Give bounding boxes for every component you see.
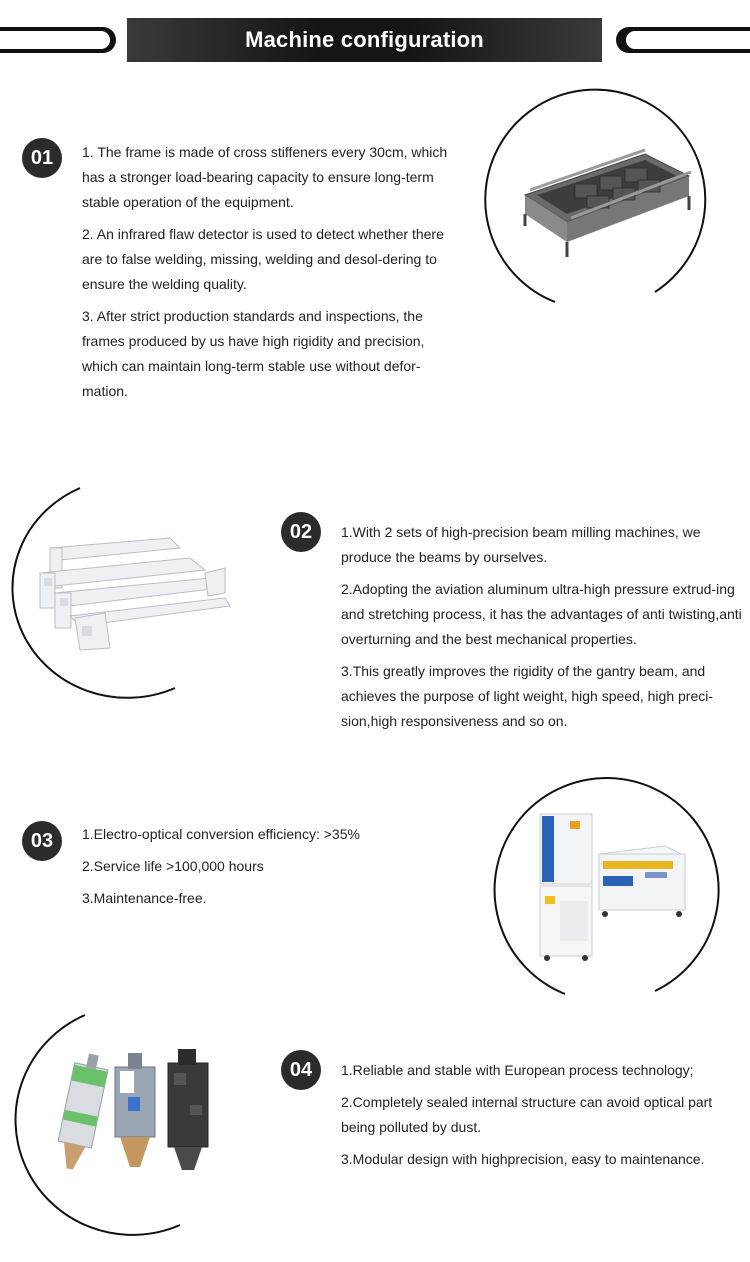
section-01-text (82, 140, 452, 411)
feature-item: 1.Electro-optical conversion efficiency: >35% (82, 826, 360, 842)
section-number-badge: 04 (281, 1050, 321, 1090)
feature-item: 1.Reliable and stable with European process technology; (341, 1062, 694, 1078)
feature-item: 3.This greatly improves the rigidity of the gantry beam, and achieves the purpose of light weight, high speed, high preci-sion,high responsiveness and so on. (341, 663, 714, 729)
section-number-badge: 02 (281, 512, 321, 552)
section-02-text (341, 520, 743, 741)
laser-cutting-heads-image (20, 1005, 250, 1230)
laser-bed-frame-image (495, 92, 725, 312)
feature-item: 2.Completely sealed internal structure can avoid optical part being polluted by dust. (341, 1094, 713, 1135)
feature-item: 3.Modular design with highprecision, easy to maintenance. (341, 1151, 705, 1167)
feature-item: 1. The frame is made of cross stiffeners every 30cm, which has a stronger load-bearing capacity to ensure long-term stable operation of the equipment. (82, 144, 448, 210)
feature-item: 1.With 2 sets of high-precision beam milling machines, we produce the beams by ourselves. (341, 524, 701, 565)
feature-item: 3.Maintenance-free. (82, 890, 207, 906)
section-number-badge: 03 (22, 821, 62, 861)
fiber-laser-source-image (495, 776, 725, 1001)
header-decor-right-inner (626, 31, 750, 49)
section-04-text (341, 1058, 743, 1179)
feature-item: 2. An infrared flaw detector is used to detect whether there are to false welding, missing, welding and desol-dering to ensure the welding quality. (82, 226, 444, 292)
feature-item: 2.Service life >100,000 hours (82, 858, 264, 874)
page-title: Machine configuration (245, 27, 484, 52)
header-decor-left-inner (0, 31, 110, 49)
feature-item: 2.Adopting the aviation aluminum ultra-high pressure extrud-ing and stretching process, it has the advantages of anti twisting,anti overturning and the best mechanical properties. (341, 581, 742, 647)
section-03-text (82, 822, 452, 918)
feature-item: 3. After strict production standards and inspections, the frames produced by us have high rigidity and precision, which can maintain long-term stable use without defor-mation. (82, 308, 425, 399)
section-number-badge: 01 (22, 138, 62, 178)
aluminum-gantry-beams-image (20, 478, 250, 693)
